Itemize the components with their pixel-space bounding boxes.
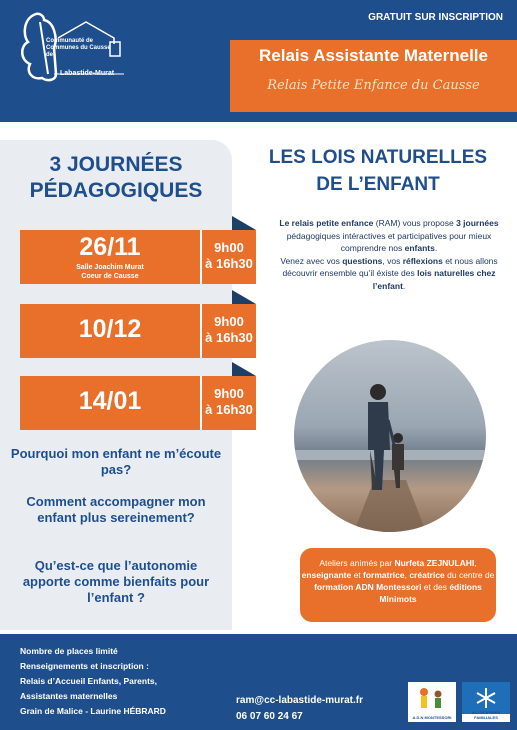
- ribbon-fold: [232, 290, 256, 304]
- date-1: 26/11: [79, 233, 141, 261]
- logo-name: Communauté de Communes du Causse de: [46, 38, 111, 58]
- ateliers-editions: éditions Minimots: [379, 582, 482, 604]
- time-3-start: 9h00: [214, 386, 244, 401]
- children-figures-icon: [408, 682, 456, 716]
- partner1-label: A.D.N MONTESSORI: [412, 715, 452, 720]
- adn-montessori-logo: [408, 682, 456, 722]
- logo-town: Labastide-Murat: [60, 70, 115, 77]
- ateliers-box: [300, 548, 496, 622]
- right-title-line1: LES LOIS NATURELLES: [268, 147, 488, 168]
- date-1-place: [20, 263, 200, 281]
- ateliers-text: Ateliers animés par: [319, 558, 395, 568]
- right-title: [248, 144, 508, 198]
- intro-text: et nous allons découvrir ensemble qu’il éxiste des: [282, 255, 498, 278]
- band-title: Relais Assistante Maternelle: [259, 46, 488, 65]
- intro-text: pédagogiques intéractives et participatives pour mieux comprendre nos: [286, 230, 492, 253]
- intro-lois: lois naturelles chez l’enfant: [372, 268, 496, 291]
- ateliers-text: ,: [404, 570, 410, 580]
- intro-reflexions: réflexions: [402, 255, 443, 266]
- intro-p1: Le relais petite enfance (RAM) vous propose 3 journées pédagogiques intéractives et participatives pour mieux comprendre nos enfants.: [279, 218, 499, 253]
- date-1-place-line2: Coeur de Causse: [81, 273, 139, 280]
- date-box-2: [20, 304, 200, 358]
- ateliers-creatrice: créatrice: [409, 570, 445, 580]
- date-1-place-line1: Salle Joachim Murat: [76, 264, 144, 271]
- intro-text: Venez avec vos: [280, 255, 343, 266]
- footer-line: Grain de Malice - Laurine HÉBRARD: [20, 706, 166, 716]
- intro-paragraph: [276, 217, 502, 292]
- ateliers-enseignante: enseignante: [301, 570, 352, 580]
- footer-info: [20, 644, 166, 719]
- band-subtitle: Relais Petite Enfance du Causse: [267, 78, 480, 93]
- time-box-3: [200, 376, 256, 430]
- footer-line: Renseignements et inscription :: [20, 661, 149, 671]
- header-banner: [0, 0, 517, 122]
- title-band: [230, 40, 517, 112]
- contact-phone[interactable]: 06 07 60 24 67: [236, 711, 303, 722]
- time-box-1: [200, 230, 256, 284]
- question-2: Comment accompagner mon enfant plus sereinement?: [26, 494, 206, 525]
- intro-relais: Le relais petite enfance: [279, 218, 374, 228]
- ateliers-name: Nurfeta ZEJNULAHI: [394, 558, 475, 568]
- intro-questions: questions: [342, 255, 383, 266]
- time-box-2: [200, 304, 256, 358]
- time-1-end: à 16h30: [205, 256, 253, 271]
- contact-email[interactable]: ram@cc-labastide-murat.fr: [236, 695, 364, 706]
- time-1-start: 9h00: [214, 240, 244, 255]
- parent-child-photo: [294, 340, 486, 532]
- date-2: 10/12: [78, 315, 142, 343]
- ateliers-text: du centre de: [444, 570, 495, 580]
- date-box-1: [20, 230, 200, 284]
- ribbon-fold: [232, 362, 256, 376]
- date-3: 14/01: [78, 387, 142, 415]
- ateliers-formatrice: formatrice: [363, 570, 405, 580]
- time-2-start: 9h00: [214, 314, 244, 329]
- right-title-line2: DE L’ENFANT: [316, 174, 440, 195]
- left-title-line1: 3 JOURNÉES: [49, 153, 183, 176]
- ateliers-text: et des: [421, 582, 450, 592]
- ateliers-text: et: [351, 570, 364, 580]
- left-title-line2: PÉDAGOGIQUES: [29, 179, 203, 202]
- time-3-end: à 16h30: [205, 402, 253, 417]
- ateliers-text: ,: [474, 558, 477, 568]
- question-1: Pourquoi mon enfant ne m’écoute pas?: [10, 446, 222, 477]
- parent-child-silhouette-icon: [294, 340, 486, 532]
- intro-text: (RAM) vous propose: [373, 218, 457, 228]
- partner2-label: ALLOCATIONS FAMILIALES: [471, 710, 501, 720]
- caf-logo: [462, 682, 510, 722]
- intro-text: , vos: [382, 255, 403, 266]
- footer-line: Assistantes maternelles: [20, 691, 118, 701]
- free-registration-label: GRATUIT SUR INSCRIPTION: [368, 12, 503, 23]
- question-3: Qu’est-ce que l’autonomie apporte comme bienfaits pour l’enfant ?: [22, 558, 210, 605]
- date-box-3: [20, 376, 200, 430]
- ribbon-fold: [232, 216, 256, 230]
- footer-line: Relais d’Accueil Enfants, Parents,: [20, 676, 157, 686]
- left-title: [0, 152, 232, 204]
- intro-3-journees: 3 journées: [456, 218, 499, 228]
- time-2-end: à 16h30: [205, 330, 253, 345]
- footer-contact: [236, 693, 363, 725]
- intro-p2: Venez avec vos questions, vos réflexions et nous allons découvrir ensemble qu’il éxiste des lois naturelles chez l’enfant.: [280, 255, 498, 291]
- ateliers-formation: formation ADN Montessori: [314, 582, 422, 592]
- intro-enfants: enfants: [404, 243, 435, 253]
- footer-line: Nombre de places limité: [20, 646, 118, 656]
